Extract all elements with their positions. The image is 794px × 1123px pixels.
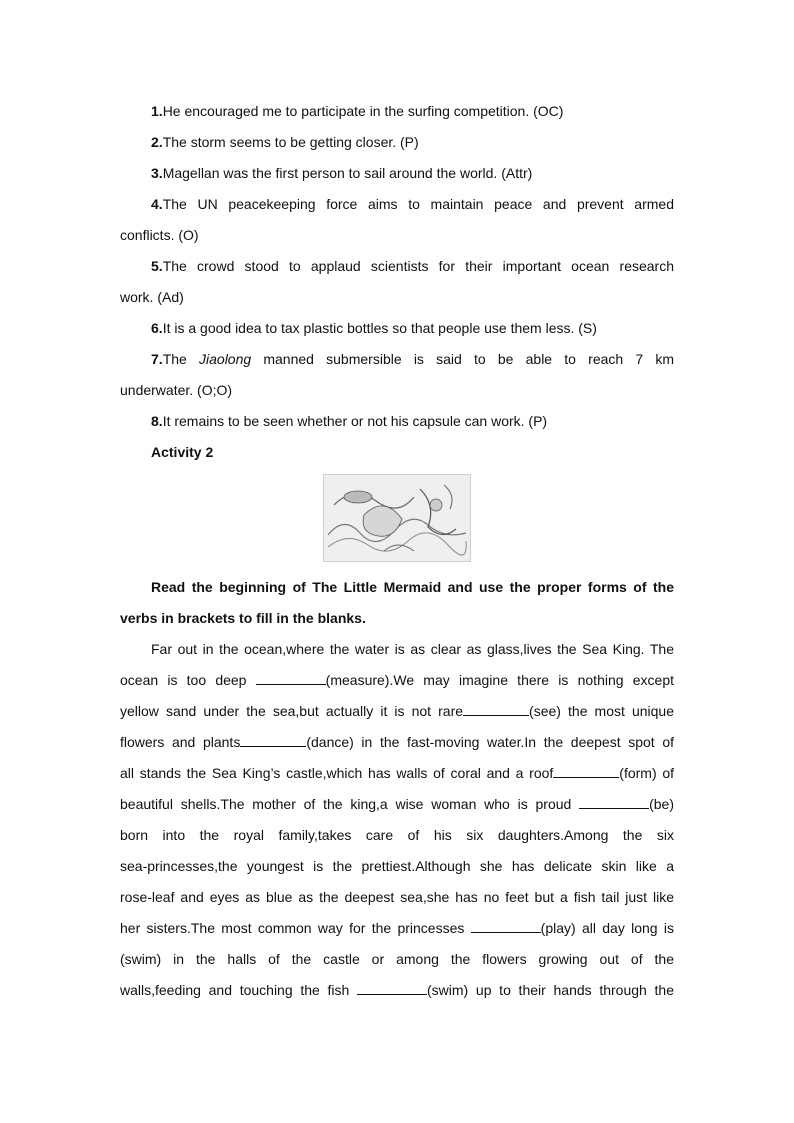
document-page: [120, 96, 674, 1006]
mermaid-illustration-svg: [324, 475, 470, 561]
passage: Far out in the ocean,where the water is as clear as glass,lives the Sea King. The ocean is too deep (measure).We may imagine there is nothing except yellow sand under the sea,but actually it is not rare (see) the most unique flowers and plants (dance) in the fast-moving water.In the deepest spot of all stands the Sea King’s castle,which has walls of coral and a roof (form) of beautiful shells.The mother of the king,a wise woman who is proud (be) born into the royal family,takes care of his six daughters.Among the six sea-princesses,the youngest is the prettiest.Although she has delicate skin like a rose-leaf and eyes as blue as the deepest sea,she has no feet but a fish tail just like her sisters.The most common way for the princesses (play) all day long is (swim) in the halls of the castle or among the flowers growing out of the walls,feeding and touching the fish (swim) up to their hands through the: [120, 641, 675, 998]
instruction-line-2: verbs in brackets to fill in the blanks.: [120, 610, 366, 626]
blank-be[interactable]: [579, 794, 649, 809]
item-7: 7.The Jiaolong manned submersible is said to be able to reach 7 km underwater. (O;O): [120, 351, 675, 398]
activity-2-heading: Activity 2: [151, 444, 214, 460]
item-4: 4.The UN peacekeeping force aims to maintain peace and prevent armed conflicts. (O): [120, 196, 674, 243]
instruction-line-1: Read the beginning of The Little Mermaid and use the proper forms of the: [151, 579, 674, 595]
blank-swim[interactable]: [357, 980, 427, 995]
item-1: 1.He encouraged me to participate in the surfing competition. (OC): [151, 103, 564, 119]
item-5: 5.The crowd stood to applaud scientists for their important ocean research work. (Ad): [120, 258, 674, 305]
mermaid-illustration: [323, 474, 471, 562]
blank-dance[interactable]: [240, 732, 306, 747]
blank-play[interactable]: [471, 918, 541, 933]
blank-measure[interactable]: [256, 670, 326, 685]
item-3: 3.Magellan was the first person to sail around the world. (Attr): [151, 165, 533, 181]
item-6: 6.It is a good idea to tax plastic bottles so that people use them less. (S): [151, 320, 597, 336]
item-8: 8.It remains to be seen whether or not his capsule can work. (P): [151, 413, 548, 429]
blank-form[interactable]: [553, 763, 619, 778]
blank-see[interactable]: [463, 701, 529, 716]
illustration-wrap: [120, 474, 674, 562]
item-2: 2.The storm seems to be getting closer. (P): [151, 134, 419, 150]
